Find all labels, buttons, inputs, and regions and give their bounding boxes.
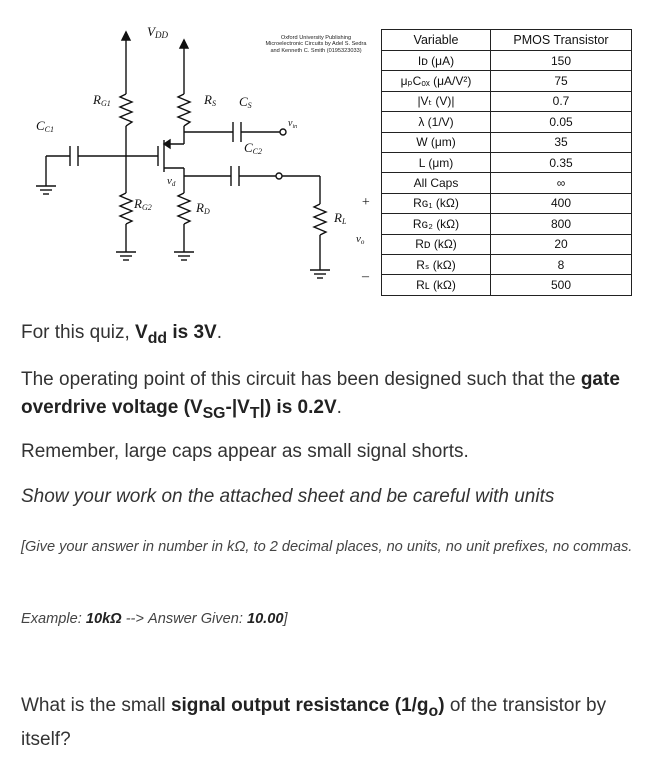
minus-sign: – xyxy=(362,269,369,284)
value-cell: ∞ xyxy=(491,173,632,193)
answer-example: Example: 10kΩ --> Answer Given: 10.00] xyxy=(21,611,288,627)
rd-label: RD xyxy=(196,200,210,216)
value-cell: 800 xyxy=(491,214,632,234)
variable-cell: μₚCₒₓ (μA/V²) xyxy=(382,71,491,91)
rl-label: RL xyxy=(334,210,347,226)
vo-label: vo xyxy=(356,233,365,246)
question-text: What is the small signal output resistance $(1/g_o)$ of the transistor by itself? xyxy=(21,695,607,750)
variable-cell: Rʟ (kΩ) xyxy=(382,275,491,295)
vin-label: $v_{in}$ xyxy=(288,118,298,130)
cs-label: CS xyxy=(239,94,252,110)
variable-cell: Rᴅ (kΩ) xyxy=(382,234,491,254)
table-header: PMOS Transistor xyxy=(491,30,632,51)
rs-label: RS xyxy=(204,92,216,108)
table-row xyxy=(382,193,632,213)
variable-cell: W (μm) xyxy=(382,132,491,152)
variable-cell: Rɢ₁ (kΩ) xyxy=(382,193,491,213)
value-cell: 0.35 xyxy=(491,152,632,172)
rg2-label: RG2 xyxy=(134,196,152,212)
table-row xyxy=(382,214,632,234)
table-row xyxy=(382,132,632,152)
vd-label: vd xyxy=(167,175,176,188)
value-cell: 0.7 xyxy=(491,91,632,111)
answer-format-note: [Give your answer in number in kΩ, to 2 decimal places, no units, no unit prefixes, no commas. xyxy=(21,539,633,555)
value-cell: 0.05 xyxy=(491,112,632,132)
variable-cell: L (μm) xyxy=(382,152,491,172)
value-cell: 8 xyxy=(491,254,632,274)
table-header-row xyxy=(382,30,632,51)
value-cell: 500 xyxy=(491,275,632,295)
variable-cell: |Vₜ (V)| xyxy=(382,91,491,111)
overdrive-statement: The operating point of this circuit has been designed such that the gate overdrive voltage $(V_{SG}-|V_T|)$ is 0.2V. xyxy=(21,369,620,422)
value-cell: 35 xyxy=(491,132,632,152)
parameter-table xyxy=(381,29,632,296)
cc2-label: CC2 xyxy=(244,140,263,156)
vdd-statement: For this quiz, $V_{dd}$ is 3V. xyxy=(21,322,223,347)
rg1-label: RG1 xyxy=(93,92,111,108)
work-note: Show your work on the attached sheet and be careful with units xyxy=(21,486,555,507)
table-row xyxy=(382,91,632,111)
table-row xyxy=(382,254,632,274)
cc1-label: CC1 xyxy=(36,118,55,134)
table-row xyxy=(382,173,632,193)
value-cell: 150 xyxy=(491,51,632,71)
table-row xyxy=(382,275,632,295)
plus-sign: + xyxy=(361,195,371,210)
table-row xyxy=(382,234,632,254)
value-cell: 75 xyxy=(491,71,632,91)
table-row xyxy=(382,71,632,91)
table-header: Variable xyxy=(382,30,491,51)
vdd-label: VDD xyxy=(147,24,168,40)
value-cell: 400 xyxy=(491,193,632,213)
variable-cell: Rɢ₂ (kΩ) xyxy=(382,214,491,234)
variable-cell: Rₛ (kΩ) xyxy=(382,254,491,274)
variable-cell: All Caps xyxy=(382,173,491,193)
variable-cell: λ (1/V) xyxy=(382,112,491,132)
table-row xyxy=(382,112,632,132)
caps-note: Remember, large caps appear as small signal shorts. xyxy=(21,441,469,462)
variable-cell: Iᴅ (μA) xyxy=(382,51,491,71)
table-row xyxy=(382,152,632,172)
table-row xyxy=(382,51,632,71)
problem-figure xyxy=(0,0,649,305)
figure-credit: Oxford University Publishing Microelectronic Circuits by Adel S. Sedra and Kenneth C. Smith (0195323033) xyxy=(265,35,367,54)
value-cell: 20 xyxy=(491,234,632,254)
circuit-schematic xyxy=(20,18,390,300)
